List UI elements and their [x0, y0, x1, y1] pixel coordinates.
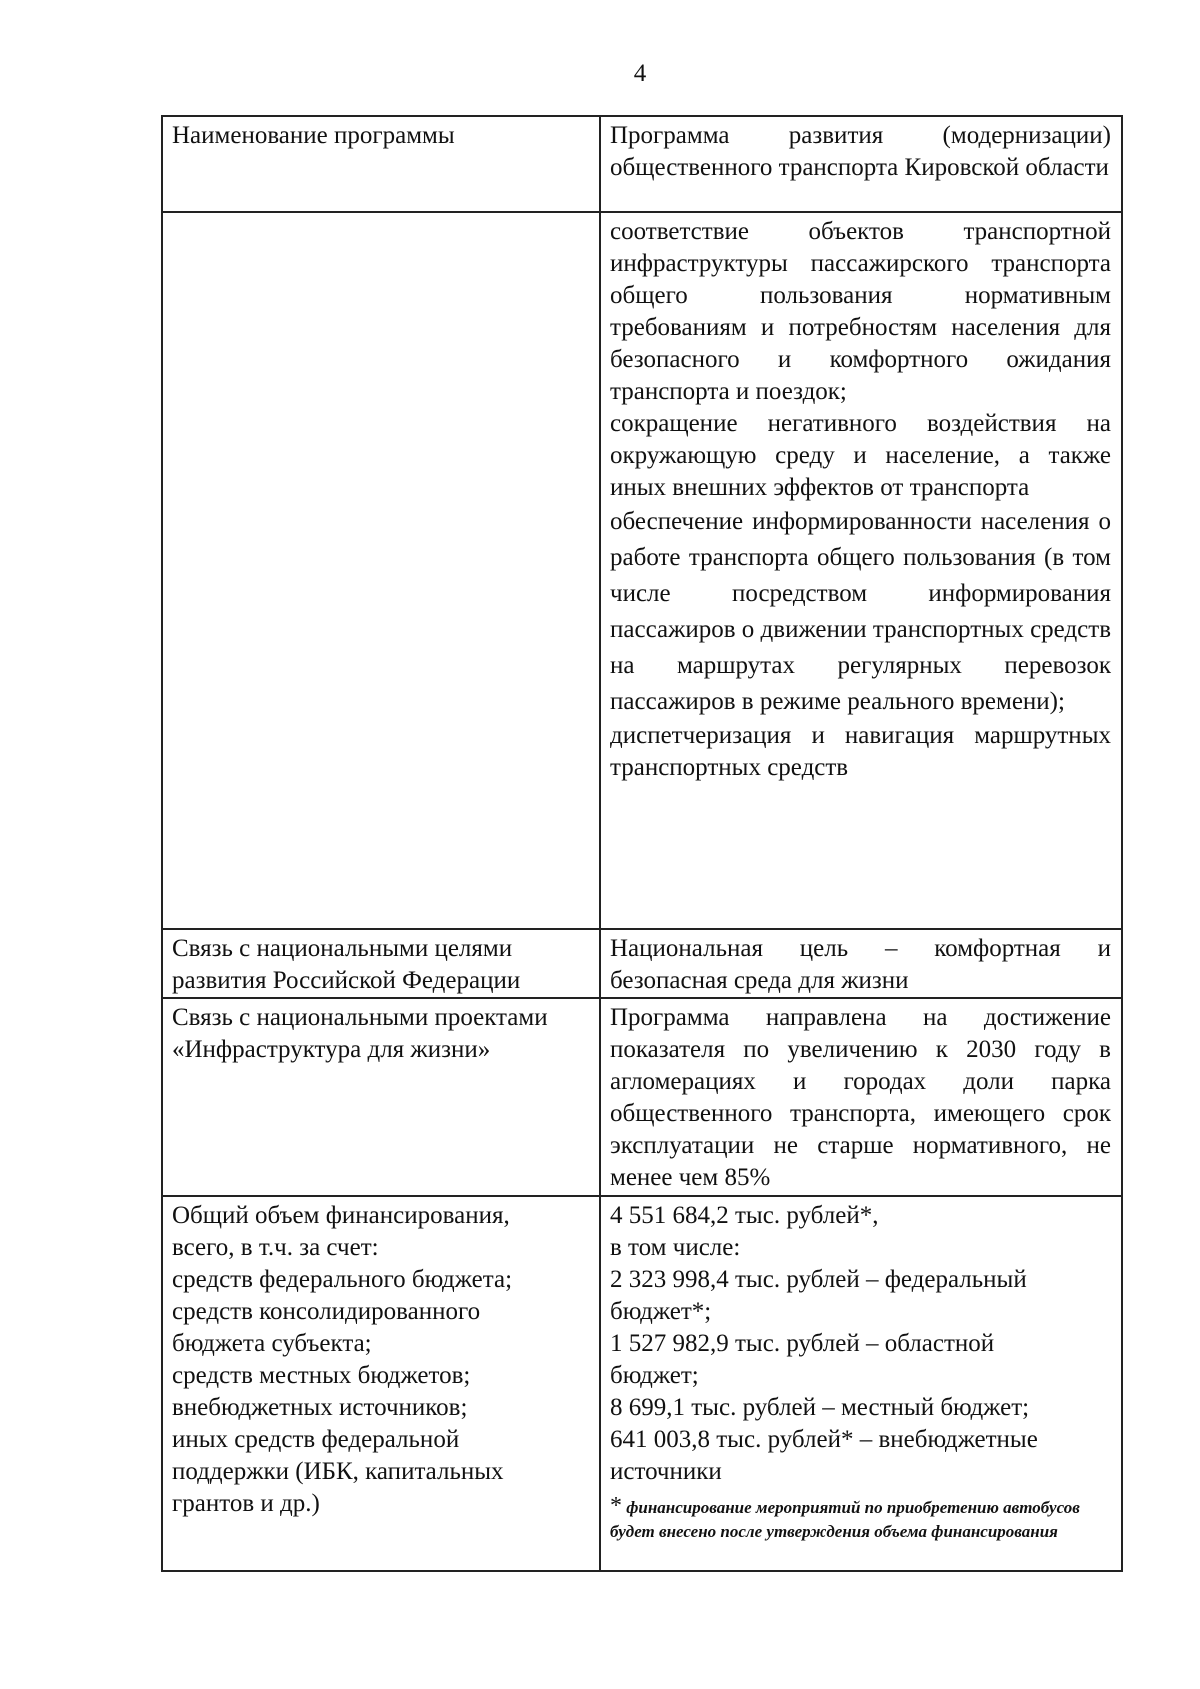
financing-label	[162, 1196, 600, 1571]
goal-item-environment: сокращение негативного воздействия на окружающую среду и население, а также иных внешних эффектов от транспорта	[610, 410, 1111, 501]
financing-label-line: внебюджетных источников;	[172, 1394, 468, 1421]
financing-label-line: бюджета субъекта;	[172, 1330, 372, 1357]
financing-label-line: иных средств федеральной	[172, 1426, 460, 1453]
financing-regional: 1 527 982,9 тыс. рублей – областной	[610, 1330, 995, 1357]
financing-extrabudgetary: 641 003,8 тыс. рублей* – внебюджетные	[610, 1426, 1038, 1453]
footnote-text: финансирование мероприятий по приобретению автобусов будет внесено после утверждения объема финансирования	[610, 1498, 1080, 1541]
table-row-national-projects	[162, 998, 1122, 1196]
program-name-label: Наименование программы	[162, 116, 600, 212]
financing-label-line: средств федерального бюджета;	[172, 1266, 513, 1293]
page-number: 4	[633, 60, 647, 87]
national-projects-label: Связь с национальными проектами «Инфраструктура для жизни»	[162, 998, 600, 1196]
program-passport-table	[161, 115, 1123, 1572]
financing-value	[600, 1196, 1122, 1571]
national-projects-value: Программа направлена на достижение показателя по увеличению к 2030 году в агломерациях и городах доли парка общественного транспорта, имеющего срок эксплуатации не старше нормативного, не менее чем 85%	[600, 998, 1122, 1196]
goal-item-dispatching: диспетчеризация и навигация маршрутных транспортных средств	[610, 722, 1111, 781]
financing-including: в том числе:	[610, 1234, 741, 1261]
goal-item-infrastructure: соответствие объектов транспортной инфраструктуры пассажирского транспорта общего пользования нормативным требованиям и потребностям населения для безопасного и комфортного ожидания транспорта и поездок;	[610, 218, 1111, 405]
financing-label-line: средств консолидированного	[172, 1298, 481, 1325]
national-goals-value: Национальная цель – комфортная и безопасная среда для жизни	[600, 929, 1122, 998]
financing-footnote	[610, 1494, 1111, 1544]
financing-regional-cont: бюджет;	[610, 1362, 699, 1389]
footnote-star: *	[610, 1493, 622, 1519]
table-row-goals	[162, 212, 1122, 929]
financing-federal: 2 323 998,4 тыс. рублей – федеральный	[610, 1266, 1027, 1293]
financing-local: 8 699,1 тыс. рублей – местный бюджет;	[610, 1394, 1030, 1421]
financing-label-line: средств местных бюджетов;	[172, 1362, 471, 1389]
financing-label-line: Общий объем финансирования,	[172, 1202, 510, 1229]
goal-item-information: обеспечение информированности населения о работе транспорта общего пользования (в том числе посредством информирования пассажиров о движении транспортных средств на маршрутах регулярных перевозок пассажиров в режиме реального времени);	[610, 508, 1111, 715]
financing-label-line: грантов и др.)	[172, 1490, 320, 1517]
financing-extrabudgetary-cont: источники	[610, 1458, 722, 1485]
financing-total: 4 551 684,2 тыс. рублей*,	[610, 1202, 879, 1229]
national-goals-label: Связь с национальными целями развития Российской Федерации	[162, 929, 600, 998]
table-row-national-goals	[162, 929, 1122, 998]
financing-label-line: поддержки (ИБК, капитальных	[172, 1458, 504, 1485]
program-name-value: Программа развития (модернизации) общественного транспорта Кировской области	[600, 116, 1122, 212]
goals-label-empty	[162, 212, 600, 929]
goals-value	[600, 212, 1122, 929]
table-row-program-name	[162, 116, 1122, 212]
table-row-financing	[162, 1196, 1122, 1571]
financing-federal-cont: бюджет*;	[610, 1298, 712, 1325]
financing-label-line: всего, в т.ч. за счет:	[172, 1234, 379, 1261]
